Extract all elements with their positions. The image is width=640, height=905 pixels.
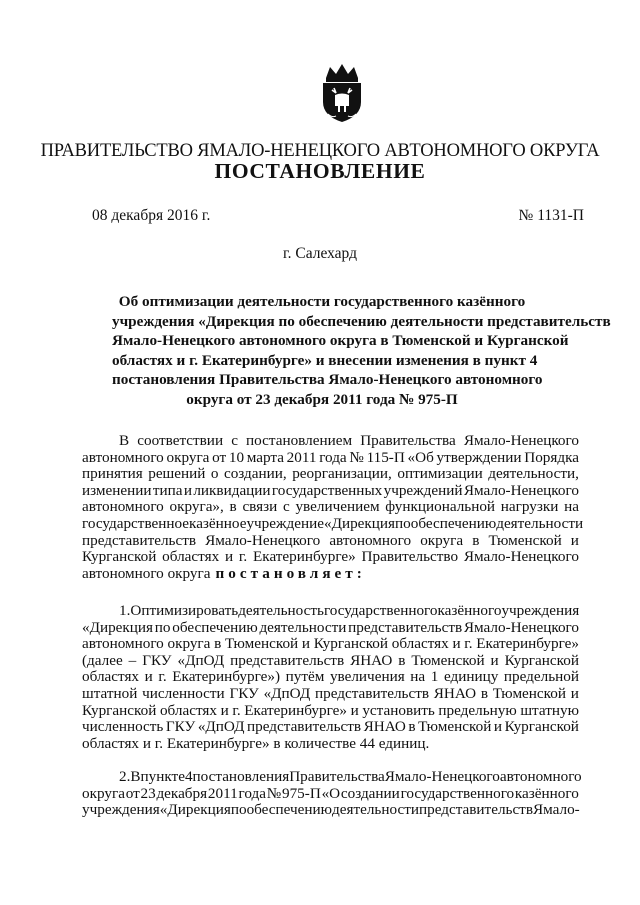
word: областях [391,635,449,653]
word: в [214,635,222,653]
word: Екатеринбурге») [172,668,281,686]
word: «О [321,784,341,802]
word: 4 [184,768,193,785]
word: автономного [499,768,582,785]
word: и [350,701,359,719]
word: предельную [438,701,517,719]
word: в [398,651,406,669]
text-line [82,636,579,653]
text-line [82,566,579,583]
word: ГКУ [165,718,196,736]
word: марта [246,448,284,466]
word: областях [159,701,217,719]
word: представительств [247,718,362,736]
word: казённое [189,514,247,532]
word: оптимизации [397,465,483,483]
word: учреждение [246,514,324,532]
word: № [349,448,364,466]
word: численность [82,718,164,736]
word: Екатеринбурге» [244,701,347,719]
word: представительств [82,531,197,549]
text-line [82,483,579,500]
text-line [82,450,579,467]
government-name: ПРАВИТЕЛЬСТВО ЯМАЛО-НЕНЕЦКОГО АВТОНОМНОГО ОКРУГА [40,141,600,161]
text-line [82,620,579,637]
word: о [210,465,219,483]
document-city: г. Салехард [283,245,357,262]
word: и [301,635,310,653]
word: пункте [140,768,185,785]
word: реорганизации, [292,465,392,483]
word: и [570,531,579,549]
text-line [82,736,579,753]
text-line [82,549,579,566]
word: Екатеринбурге» [253,548,356,566]
word: и [570,684,579,702]
word: обеспечению [172,618,258,636]
word: штатной [82,684,138,702]
word: областях [162,548,220,566]
title-line: постановления Правительства Ямало-Ненецкого автономного [112,371,543,388]
word: ЯНАО [350,651,393,669]
word: учреждения [82,801,160,819]
word: Правительства [289,768,385,785]
resolves-keyword: постановляет: [215,564,366,582]
word: обеспечению [246,801,333,819]
word: Курганской [504,718,579,736]
word: автономного [329,531,412,549]
document-number: № 1131-П [518,207,584,224]
word: увеличения [329,668,405,686]
word: В [119,432,130,449]
word: и [220,701,229,719]
text-line [82,466,579,483]
title-line: Об оптимизации деятельности государственного казённого [118,293,526,310]
text-line [82,802,579,819]
word: предельной [503,668,579,686]
word: связи [242,498,278,516]
word: – [128,651,137,669]
word: (далее [82,651,123,669]
word: г. [232,701,241,719]
word: года [319,448,347,466]
word: по [154,618,171,636]
word: 2011 [286,448,317,466]
word: деятельности [259,618,347,636]
word: Курганской [82,548,157,566]
text-line [82,533,579,550]
word: и [144,668,153,686]
word: деятельности [332,801,419,819]
word: автономного [82,498,164,516]
word: автономного [82,448,164,466]
word: изменении [82,481,152,499]
word: на [564,498,579,516]
preamble-paragraph [82,432,584,582]
text-line [82,703,579,720]
word: 1 [430,668,439,686]
word: учреждения [501,602,580,619]
text-line [82,603,579,620]
word: ГКУ [229,684,259,702]
word: областях [82,668,140,686]
word: Правительство [361,548,459,566]
word: деятельность [238,602,324,619]
word: Тюменской [488,531,562,549]
word: 2. [119,768,131,785]
document-type: ПОСТАНОВЛЕНИЕ [214,159,426,183]
point-2-paragraph [82,768,582,819]
word: г. [238,548,248,566]
word: учреждений [383,481,463,499]
word: типа [152,481,183,499]
word: Оптимизировать [130,602,239,619]
word: казённого [437,602,502,619]
word: 10 [228,448,245,466]
word: ЯНАО [433,684,477,702]
word: создании, [223,465,287,483]
word: казённого [514,784,579,802]
word: постановлением [246,432,353,449]
word: в [408,718,416,736]
word: деятельности [496,514,584,532]
text-line [82,669,579,686]
word: «ДпОД [263,684,311,702]
word: решений [148,465,206,483]
word: г. [464,635,473,653]
word: Тюменской [411,651,485,669]
word: «ДпОД [177,651,225,669]
word: постановления [192,768,290,785]
document-date: 08 декабря 2016 г. [92,207,211,224]
word: и [490,651,499,669]
word: «Дирекция [323,514,396,532]
word: увеличением [295,498,380,516]
word: штатную [520,701,579,719]
word: округа [167,635,211,653]
word: Ямало-Ненецкого [463,618,579,636]
word: Ямало- [533,801,580,819]
word: единицу [443,668,499,686]
word: «Дирекция [82,618,154,636]
text-fragment: областях и г. Екатеринбурге» в количестве 44 единиц. [82,734,430,752]
word: обеспечению [410,514,497,532]
word: от [125,784,140,802]
point-1-paragraph [82,603,579,752]
word: Курганской [82,701,157,719]
word: Ямало-Ненецкого [205,531,321,549]
word: от [212,448,227,466]
word: 975-П [281,784,321,802]
word: Порядка [524,448,579,466]
text-line [82,514,584,533]
title-line: учреждения «Дирекция по обеспечению деятельности представительств [112,312,611,330]
word: путём [285,668,325,686]
word: Тюменской [224,635,299,653]
text-line [82,686,579,703]
word: Правительства [360,432,456,449]
word: представительств [348,618,463,636]
word: Курганской [313,635,389,653]
text-line [82,433,579,450]
word: с [231,432,238,449]
word: Ямало-Ненецкого [463,432,579,449]
word: создании [340,784,400,802]
word: 115-П [366,448,405,466]
title-line: Ямало-Ненецкого автономного округа в Тюменской и Курганской [112,332,569,349]
word: нагрузки [500,498,559,516]
word: Курганской [504,651,579,669]
title-line: округа от 23 декабря 2011 года № 975-П [186,390,458,408]
word: соответствии [137,432,224,449]
word: 23 [140,784,156,802]
word: государственное [82,514,190,532]
word: 2011 [207,784,238,802]
document-title [112,292,611,409]
word: принятия [82,465,143,483]
word: декабря [156,784,208,802]
word: В [130,768,141,785]
word: округа», [169,498,224,516]
text-line [82,719,579,736]
word: с [282,498,290,516]
word: ликвидации [193,481,271,499]
word: Тюменской [418,718,492,736]
text-line [82,786,579,803]
word: в [229,498,237,516]
word: 1. [119,602,131,619]
word: округа [166,448,210,466]
word: «Об [407,448,434,466]
word: г. [158,668,167,686]
word: округа [82,784,125,802]
word: численности [142,684,225,702]
word: в [472,531,480,549]
text-line [82,768,582,786]
text-fragment: автономного округа [82,564,211,582]
text-line [82,499,579,516]
coat-of-arms-icon [318,62,366,124]
word: в [480,684,489,702]
word: утверждении [436,448,522,466]
word: ГКУ [142,651,172,669]
text-line [82,653,579,670]
word: автономного [82,635,164,653]
word: «Дирекция [159,801,231,819]
word: года [238,784,266,802]
word: по [230,801,247,819]
word: на [410,668,426,686]
word: ЯНАО [363,718,406,736]
word: округа [420,531,464,549]
word: государственных [271,481,383,499]
word: деятельности, [488,465,579,483]
word: установить [362,701,435,719]
word: представительств [230,651,345,669]
word: Ямало-Ненецкого [384,768,500,785]
word: государственного [323,602,438,619]
word: Ямало-Ненецкого [463,481,579,499]
word: функциональной [385,498,496,516]
word: Ямало-Ненецкого [463,548,579,566]
word: «ДпОД [197,718,245,736]
word: и [493,718,503,736]
word: Тюменской [492,684,566,702]
word: представительств [315,684,430,702]
word: и [452,635,461,653]
word: государственного [400,784,515,802]
word: № [266,784,282,802]
word: представительств [418,801,533,819]
word: и [183,481,192,499]
word: по [395,514,411,532]
word: Екатеринбурге» [476,635,579,653]
title-line: областях и г. Екатеринбурге» и внесении изменения в пункт 4 [112,351,538,369]
word: и [224,548,234,566]
